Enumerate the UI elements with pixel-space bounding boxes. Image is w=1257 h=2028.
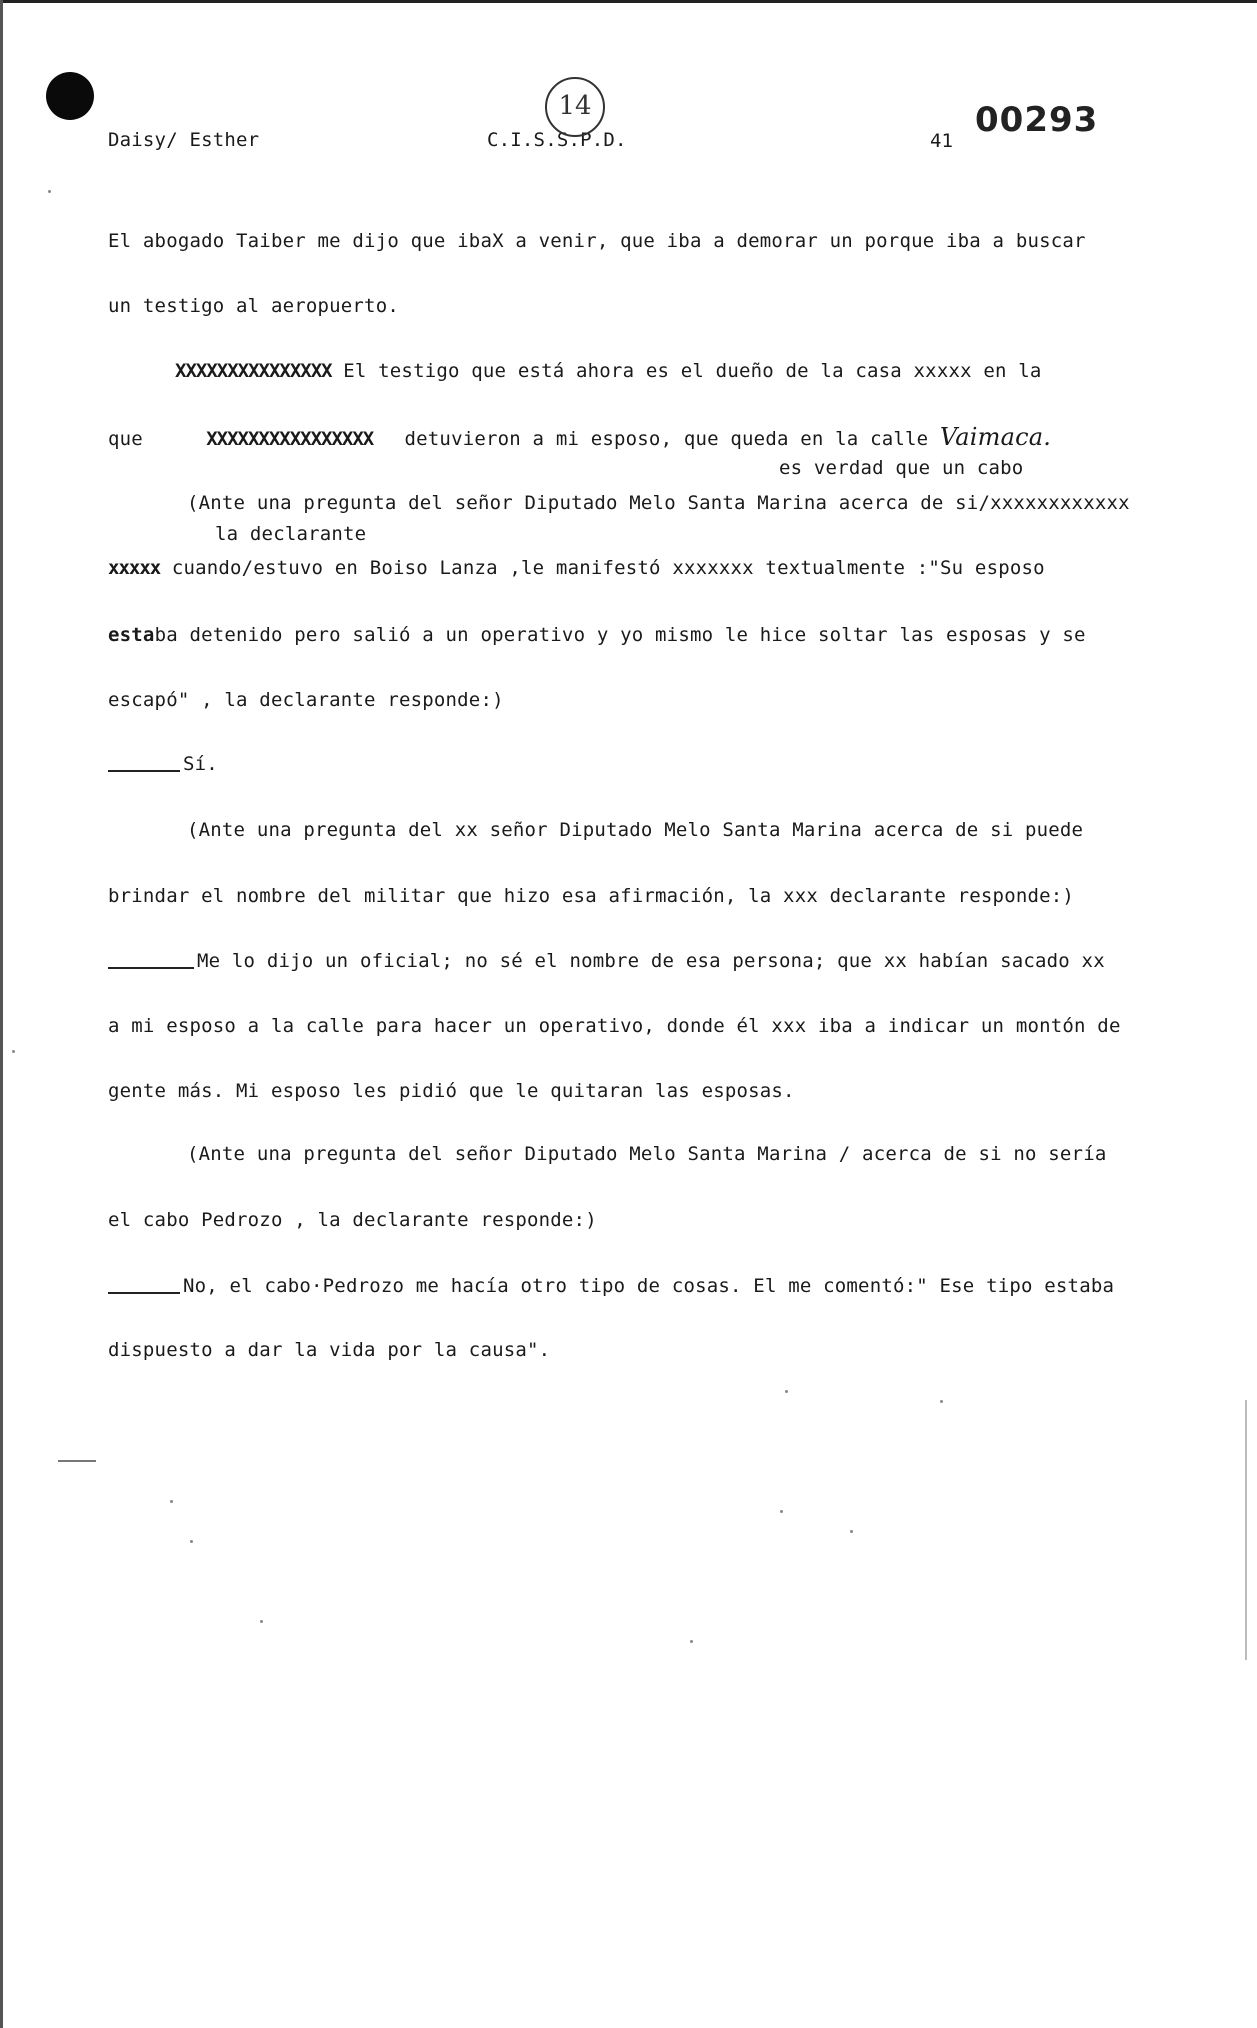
scan-speck [260,1620,263,1623]
paragraph-5-line-1: (Ante una pregunta del señor Diputado Melo Santa Marina / acerca de si no sería [187,1143,1107,1165]
answer-2-line-1-text: Me lo dijo un oficial; no sé el nombre de esa persona; que xx habían sacado xx [197,950,1105,972]
overtyped-text: esta [108,624,155,646]
answer-1 [108,752,218,776]
paragraph-2-line-2-text: detuvieron a mi esposo, que queda en la calle [404,428,929,450]
handwritten-street-name: Vaimaca. [939,423,1052,451]
paragraph-5-line-2: el cabo Pedrozo , la declarante responde:) [108,1209,597,1231]
paragraph-2-insert: es verdad que un cabo [779,457,1024,479]
answer-3-line-1 [108,1274,1114,1298]
scan-edge-line [1245,1400,1247,1660]
answer-2-line-3: gente más. Mi esposo les pidió que le quitaran las esposas. [108,1080,795,1102]
struck-text: XXXXXXXXXXXXXXXX [206,428,374,450]
paragraph-2-line-2 [108,425,1051,451]
paragraph-3-line-4-text: ba detenido pero salió a un operativo y yo mismo le hice soltar las esposas y se [154,624,1086,646]
paragraph-3-line-3 [108,556,1045,580]
answer-2-line-1 [108,949,1105,973]
paragraph-2-line-1 [175,359,1042,383]
paragraph-1-line-2: un testigo al aeropuerto. [108,295,399,317]
paragraph-3-line-4 [108,623,1086,647]
scan-speck [48,190,51,193]
scan-speck [12,1050,15,1053]
paragraph-1-line-1: El abogado Taiber me dijo que ibaX a venir, que iba a demorar un porque iba a buscar [108,230,1086,252]
page-border-left [0,0,3,2028]
paragraph-2-line-2-start: que [108,428,143,450]
page-number: 41 [930,130,953,152]
paragraph-3-insert: la declarante [215,523,367,545]
scan-speck [780,1510,783,1513]
paragraph-3-line-5: escapó" , la declarante responde:) [108,689,504,711]
answer-1-text: Sí. [183,753,218,775]
struck-text: XXXXXXXXXXXXXXX [175,360,332,382]
paragraph-4-line-2: brindar el nombre del militar que hizo esa afirmación, la xxx declarante responde:) [108,885,1075,907]
scan-speck [940,1400,943,1403]
answer-dash [108,967,194,969]
struck-text: xxxxx [108,557,161,579]
scan-speck [190,1540,193,1543]
header-office: C.I.S.S.P.D. [487,129,627,151]
answer-dash [108,1292,180,1294]
punch-hole [46,72,94,120]
scan-speck [850,1530,853,1533]
answer-3-line-2: dispuesto a dar la vida por la causa". [108,1339,551,1361]
answer-dash [108,770,180,772]
scan-mark [58,1460,96,1462]
paragraph-3-line-3-text: cuando/estuvo en Boiso Lanza ,le manifestó xxxxxxx textualmente :"Su esposo [171,557,1045,579]
page-border-top [0,0,1257,3]
answer-3-line-1-text: No, el cabo·Pedrozo me hacía otro tipo de cosas. El me comentó:" Ese tipo estaba [183,1275,1115,1297]
scan-speck [785,1390,788,1393]
folio-stamp: 00293 [975,100,1099,140]
paragraph-3-line-1: (Ante una pregunta del señor Diputado Melo Santa Marina acerca de si/xxxxxxxxxxxx [187,492,1130,514]
paragraph-2-line-1-text: El testigo que está ahora es el dueño de la casa xxxxx en la [343,360,1042,382]
paragraph-4-line-1: (Ante una pregunta del xx señor Diputado Melo Santa Marina acerca de si puede [187,819,1084,841]
header-names: Daisy/ Esther [108,129,260,151]
scan-speck [690,1640,693,1643]
scan-speck [170,1500,173,1503]
answer-2-line-2: a mi esposo a la calle para hacer un operativo, donde él xxx iba a indicar un montón de [108,1015,1121,1037]
circled-page-number: 14 [545,77,605,137]
